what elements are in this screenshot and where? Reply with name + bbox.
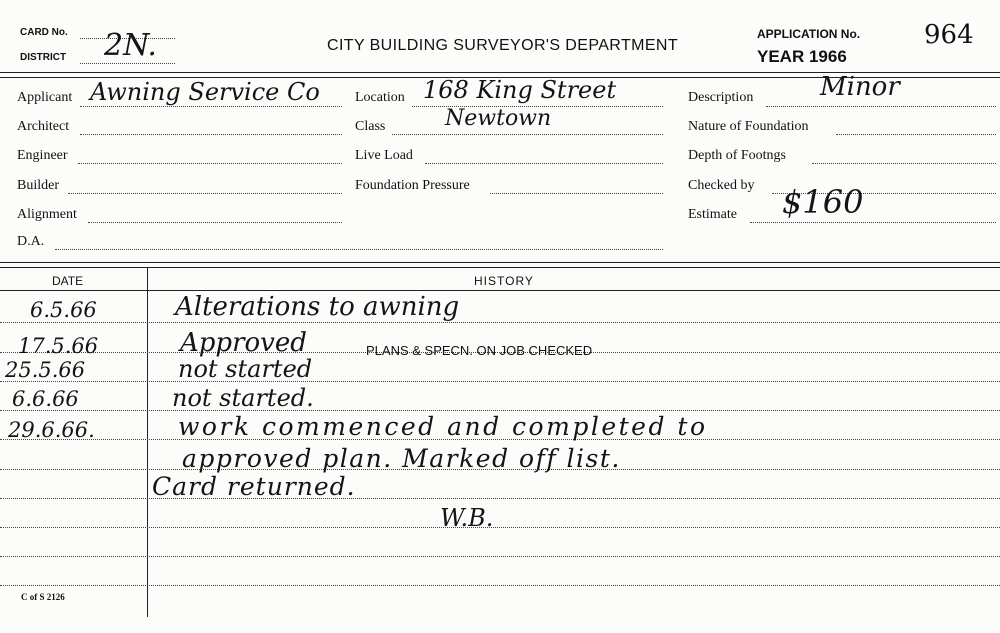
history-rule-top (0, 262, 1000, 263)
history-ruled-line (0, 322, 1000, 323)
district-value: 2N. (104, 28, 157, 63)
builder-label: Builder (17, 178, 59, 193)
history-date: 25.5.66 (5, 358, 86, 382)
architect-label: Architect (17, 119, 70, 134)
estimate-line (750, 222, 996, 223)
alignment-line (88, 222, 342, 223)
class-value: Newtown (445, 106, 552, 131)
history-ruled-line (0, 556, 1000, 557)
history-header-rule (0, 290, 1000, 291)
history-date: 6.5.66 (30, 298, 97, 322)
depth-of-footings-label: Depth of Footngs (688, 148, 786, 163)
history-ruled-line (0, 527, 1000, 528)
description-line (766, 106, 996, 107)
history-ruled-line (0, 381, 1000, 382)
alignment-label: Alignment (17, 207, 77, 222)
builder-line (68, 193, 342, 194)
district-line (80, 63, 175, 64)
class-label: Class (355, 119, 386, 134)
foundation-pressure-line (490, 193, 663, 194)
architect-line (80, 134, 342, 135)
description-label: Description (688, 90, 754, 105)
history-date: 17.5.66 (18, 334, 99, 358)
applicant-line (80, 106, 342, 107)
form-code: C of S 2126 (21, 592, 65, 602)
history-date: 29.6.66. (8, 418, 95, 442)
location-label: Location (355, 90, 405, 105)
application-label: APPLICATION No. (757, 27, 861, 41)
year: YEAR 1966 (757, 47, 847, 66)
live-load-label: Live Load (355, 148, 413, 163)
history-entry: Approved (180, 328, 307, 358)
card-no-label: CARD No. (20, 27, 68, 38)
nature-of-foundation-line (836, 134, 996, 135)
history-ruled-line (0, 585, 1000, 586)
history-entry: not started (178, 355, 313, 383)
history-date: 6.6.66 (12, 387, 79, 411)
history-column-header: HISTORY (474, 274, 534, 288)
foundation-pressure-label: Foundation Pressure (355, 178, 470, 193)
history-entry: approved plan. Marked off list. (182, 444, 621, 473)
signature-initials: W.B. (440, 504, 494, 532)
department-title: CITY BUILDING SURVEYOR'S DEPARTMENT (327, 37, 679, 54)
district-label: DISTRICT (20, 52, 67, 63)
estimate-value: $160 (782, 183, 864, 221)
history-ruled-line (0, 410, 1000, 411)
application-number: 964 (924, 20, 974, 50)
engineer-label: Engineer (17, 148, 68, 163)
da-line (55, 249, 663, 250)
checked-stamp: PLANS & SPECN. ON JOB CHECKED (366, 343, 593, 358)
date-column-header: DATE (52, 274, 84, 288)
estimate-label: Estimate (688, 207, 737, 222)
history-entry: not started. (172, 384, 314, 412)
location-value: 168 King Street (423, 76, 617, 104)
depth-of-footings-line (812, 163, 996, 164)
history-column-divider (147, 267, 148, 617)
history-entry: Card returned. (152, 472, 356, 501)
history-rule-bottom (0, 267, 1000, 268)
engineer-line (78, 163, 342, 164)
history-entry: Alterations to awning (175, 292, 460, 322)
nature-of-foundation-label: Nature of Foundation (688, 119, 809, 134)
applicant-label: Applicant (17, 90, 73, 105)
checked-by-label: Checked by (688, 178, 755, 193)
history-entry: work commenced and completed to (178, 412, 708, 441)
description-value: Minor (820, 72, 900, 102)
history-ruled-line (0, 498, 1000, 499)
applicant-value: Awning Service Co (90, 78, 320, 106)
da-label: D.A. (17, 234, 45, 249)
class-line (392, 134, 663, 135)
live-load-line (425, 163, 663, 164)
